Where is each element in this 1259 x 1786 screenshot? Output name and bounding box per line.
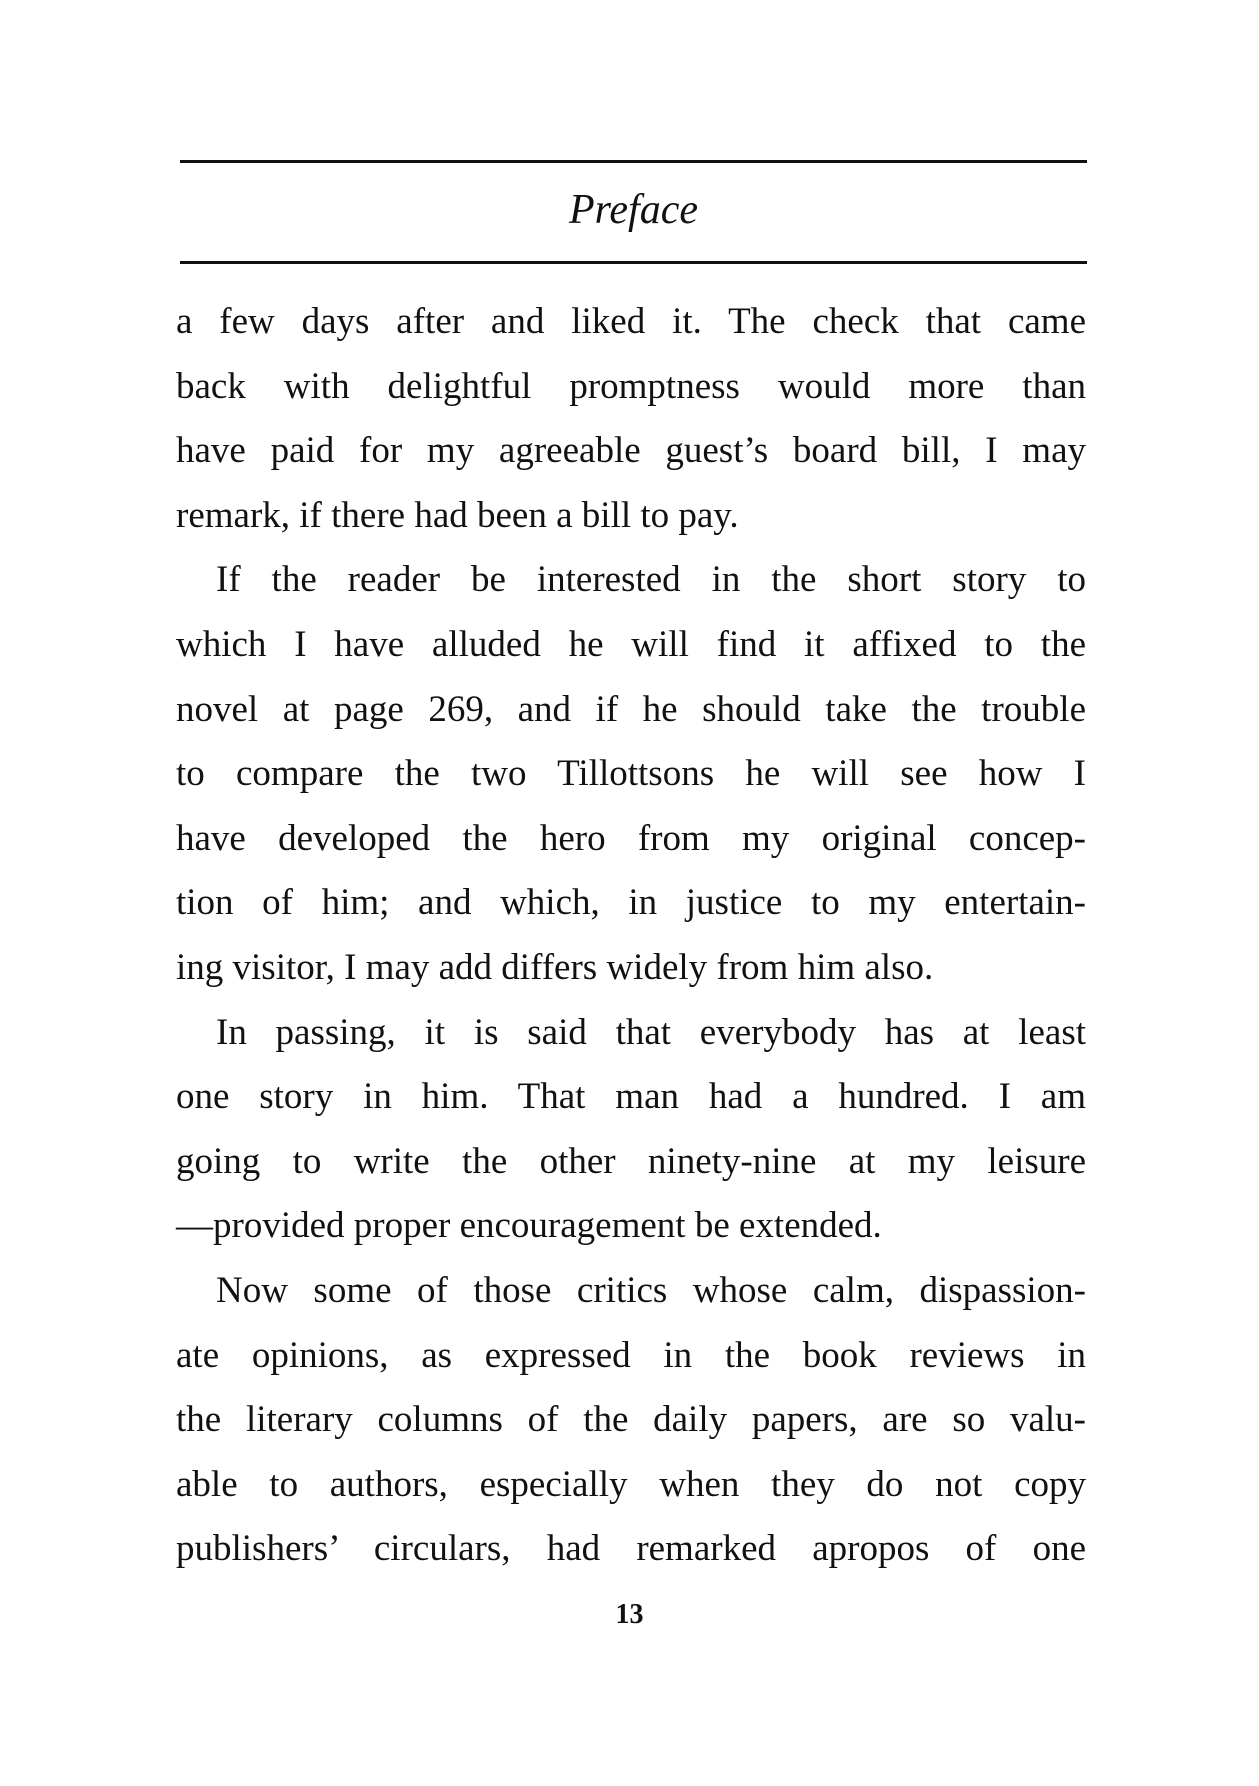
text-line: able to authors, especially when they do not copy [176,1463,1086,1505]
text-line: Now some of those critics whose calm, dispassion- [216,1269,1086,1311]
text-line: to compare the two Tillottsons he will see how I [176,753,1086,795]
text-line: ing visitor, I may add differs widely from him also. [176,946,934,988]
text-line: one story in him. That man had a hundred. I am [176,1076,1086,1118]
text-line: a few days after and liked it. The check that came [176,301,1086,342]
text-line: tion of him; and which, in justice to my entertain- [176,882,1086,924]
text-line: the literary columns of the daily papers, are so valu- [176,1399,1086,1441]
text-line: remark, if there had been a bill to pay. [176,494,739,536]
header-rule-top [180,160,1087,163]
text-line: have developed the hero from my original concep- [176,817,1086,859]
text-line: If the reader be interested in the short story to [216,559,1086,601]
running-head: Preface [568,187,699,233]
text-line: ate opinions, as expressed in the book reviews in [176,1334,1086,1376]
text-line: novel at page 269, and if he should take the trouble [176,688,1086,730]
text-line: back with delightful promptness would more than [176,365,1086,407]
text-line: —provided proper encouragement be extended. [176,1205,882,1247]
text-line: have paid for my agreeable guest’s board bill, I may [176,430,1086,472]
text-line: In passing, it is said that everybody has at least [216,1011,1086,1053]
header-rule-bottom [180,261,1087,264]
text-line: publishers’ circulars, had remarked apropos of one [176,1528,1086,1570]
page-number: 13 [615,1599,644,1630]
text-line: going to write the other ninety-nine at my leisure [176,1140,1086,1182]
body-text [176,290,1086,1582]
text-line: which I have alluded he will find it affixed to the [176,623,1086,665]
